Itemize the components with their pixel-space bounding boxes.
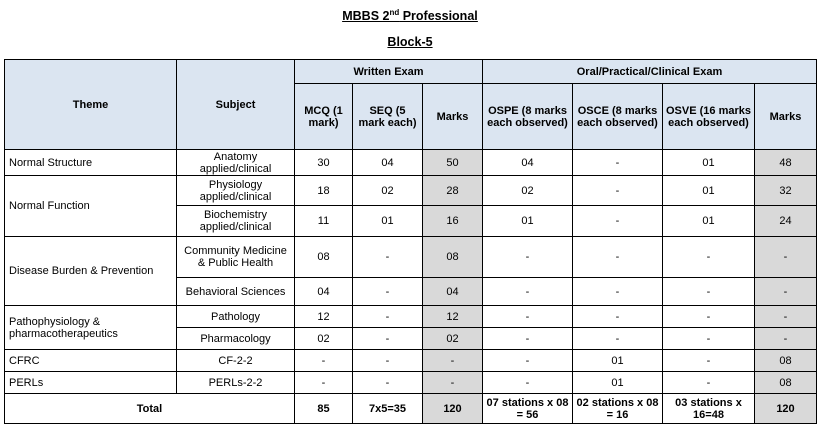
- written-marks-cell: 04: [423, 278, 483, 306]
- total-oral-marks: 120: [755, 394, 817, 424]
- oral-marks-cell: 24: [755, 206, 817, 237]
- total-label: Total: [5, 394, 295, 424]
- seq-cell: -: [353, 350, 423, 372]
- written-marks-cell: 50: [423, 150, 483, 176]
- seq-header: SEQ (5 mark each): [353, 84, 423, 150]
- osve-header: OSVE (16 marks each observed): [663, 84, 755, 150]
- osce-cell: -: [573, 206, 663, 237]
- seq-cell: -: [353, 328, 423, 350]
- table-row: [5, 306, 817, 328]
- written-marks-header: Marks: [423, 84, 483, 150]
- osce-cell: -: [573, 328, 663, 350]
- mcq-cell: 02: [295, 328, 353, 350]
- seq-cell: -: [353, 278, 423, 306]
- mcq-cell: 12: [295, 306, 353, 328]
- osve-cell: -: [663, 328, 755, 350]
- oral-exam-header: Oral/Practical/Clinical Exam: [483, 60, 817, 84]
- ospe-cell: -: [483, 278, 573, 306]
- oral-marks-cell: 48: [755, 150, 817, 176]
- oral-marks-cell: 32: [755, 176, 817, 206]
- table-row: [5, 350, 817, 372]
- written-marks-cell: 28: [423, 176, 483, 206]
- ospe-cell: 04: [483, 150, 573, 176]
- osve-cell: 01: [663, 150, 755, 176]
- oral-marks-cell: 08: [755, 372, 817, 394]
- ospe-cell: -: [483, 372, 573, 394]
- theme-cell: Disease Burden & Prevention: [5, 237, 177, 306]
- oral-marks-cell: -: [755, 306, 817, 328]
- total-written-marks: 120: [423, 394, 483, 424]
- theme-cell: Normal Function: [5, 176, 177, 237]
- ospe-cell: 01: [483, 206, 573, 237]
- total-mcq: 85: [295, 394, 353, 424]
- subject-cell: Anatomy applied/clinical: [177, 150, 295, 176]
- mcq-cell: -: [295, 350, 353, 372]
- theme-cell: CFRC: [5, 350, 177, 372]
- table-row: [5, 150, 817, 176]
- page-title: [0, 8, 820, 23]
- ospe-header: OSPE (8 marks each observed): [483, 84, 573, 150]
- subtitle-text: Block-5: [387, 35, 433, 49]
- osve-cell: -: [663, 278, 755, 306]
- mcq-cell: 04: [295, 278, 353, 306]
- osve-cell: 01: [663, 206, 755, 237]
- subject-cell: Pathology: [177, 306, 295, 328]
- written-marks-cell: -: [423, 350, 483, 372]
- mcq-header: MCQ (1 mark): [295, 84, 353, 150]
- theme-cell: Normal Structure: [5, 150, 177, 176]
- mcq-cell: 30: [295, 150, 353, 176]
- written-exam-header: Written Exam: [295, 60, 483, 84]
- title-suffix: Professional: [399, 9, 478, 24]
- seq-cell: 04: [353, 150, 423, 176]
- theme-cell: PERLs: [5, 372, 177, 394]
- written-marks-cell: 16: [423, 206, 483, 237]
- theme-cell: Pathophysiology & pharmacotherapeutics: [5, 306, 177, 350]
- written-marks-cell: 12: [423, 306, 483, 328]
- ospe-cell: -: [483, 350, 573, 372]
- osce-cell: -: [573, 176, 663, 206]
- table-row: [5, 372, 817, 394]
- page-subtitle: [0, 35, 820, 49]
- oral-marks-cell: -: [755, 278, 817, 306]
- seq-cell: 01: [353, 206, 423, 237]
- oral-marks-cell: -: [755, 328, 817, 350]
- total-osve: 03 stations x 16=48: [663, 394, 755, 424]
- written-marks-cell: -: [423, 372, 483, 394]
- osce-cell: -: [573, 306, 663, 328]
- exam-table: [4, 59, 817, 424]
- table-row: [5, 176, 817, 206]
- osve-cell: -: [663, 372, 755, 394]
- mcq-cell: -: [295, 372, 353, 394]
- ospe-cell: -: [483, 306, 573, 328]
- seq-cell: -: [353, 306, 423, 328]
- subject-cell: PERLs-2-2: [177, 372, 295, 394]
- osce-cell: -: [573, 278, 663, 306]
- mcq-cell: 11: [295, 206, 353, 237]
- subject-cell: Biochemistry applied/clinical: [177, 206, 295, 237]
- total-osce: 02 stations x 08 = 16: [573, 394, 663, 424]
- title-text: [342, 9, 478, 23]
- ospe-cell: -: [483, 237, 573, 278]
- total-seq: 7x5=35: [353, 394, 423, 424]
- osve-cell: -: [663, 237, 755, 278]
- ospe-cell: -: [483, 328, 573, 350]
- osce-cell: -: [573, 237, 663, 278]
- osce-cell: 01: [573, 350, 663, 372]
- osve-cell: -: [663, 350, 755, 372]
- title-superscript: nd: [389, 8, 400, 17]
- osve-cell: 01: [663, 176, 755, 206]
- written-marks-cell: 02: [423, 328, 483, 350]
- oral-marks-header: Marks: [755, 84, 817, 150]
- total-ospe: 07 stations x 08 = 56: [483, 394, 573, 424]
- osce-cell: -: [573, 150, 663, 176]
- seq-cell: -: [353, 237, 423, 278]
- ospe-cell: 02: [483, 176, 573, 206]
- subject-header: Subject: [177, 60, 295, 150]
- seq-cell: 02: [353, 176, 423, 206]
- oral-marks-cell: -: [755, 237, 817, 278]
- mcq-cell: 08: [295, 237, 353, 278]
- title-prefix: MBBS 2: [342, 9, 390, 24]
- osce-cell: 01: [573, 372, 663, 394]
- oral-marks-cell: 08: [755, 350, 817, 372]
- theme-header: Theme: [5, 60, 177, 150]
- subject-cell: Physiology applied/clinical: [177, 176, 295, 206]
- header-row-1: [5, 60, 817, 84]
- table-row: [5, 237, 817, 278]
- total-row: [5, 394, 817, 424]
- written-marks-cell: 08: [423, 237, 483, 278]
- osve-cell: -: [663, 306, 755, 328]
- osce-header: OSCE (8 marks each observed): [573, 84, 663, 150]
- seq-cell: -: [353, 372, 423, 394]
- subject-cell: CF-2-2: [177, 350, 295, 372]
- mcq-cell: 18: [295, 176, 353, 206]
- subject-cell: Pharmacology: [177, 328, 295, 350]
- subject-cell: Community Medicine & Public Health: [177, 237, 295, 278]
- subject-cell: Behavioral Sciences: [177, 278, 295, 306]
